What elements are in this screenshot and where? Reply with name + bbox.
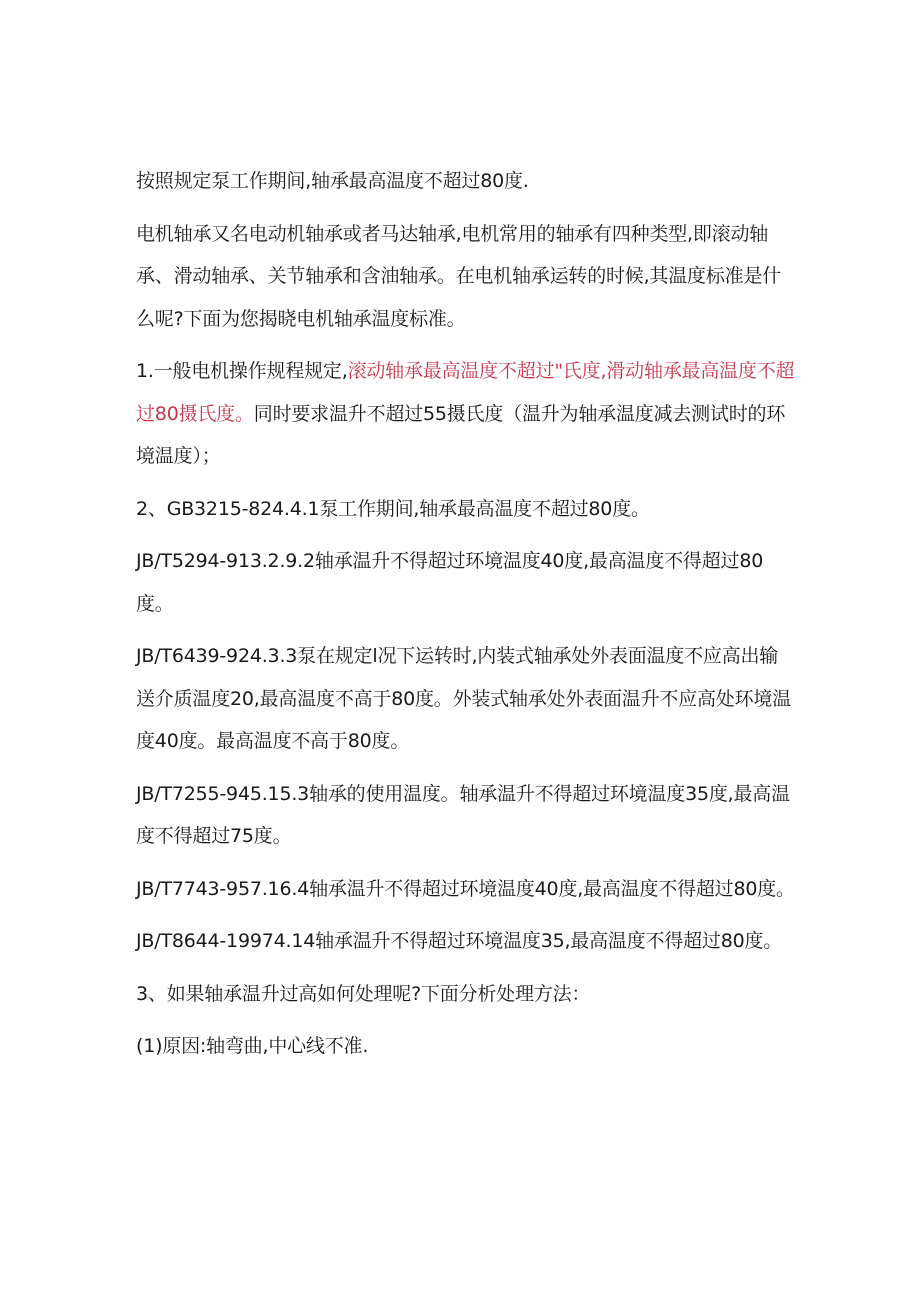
paragraph-handling-heading: 3、如果轴承温升过高如何处理呢?下面分析处理方法： bbox=[136, 982, 591, 1005]
operating-rules-highlight: 滚动轴承最高温度不超过"氏度,滑动轴承最高温度不超过80摄氏度。 bbox=[136, 360, 795, 425]
paragraph-jbt5294: JB/T5294-913.2.9.2轴承温升不得超过环境温度40度,最高温度不得超过80度。 bbox=[136, 550, 764, 615]
paragraph-cause-1: (1)原因:轴弯曲,中心线不准. bbox=[136, 1035, 369, 1057]
paragraph-motor-bearing-intro: 电机轴承又名电动机轴承或者马达轴承,电机常用的轴承有四种类型,即滚动轴承、滑动轴承、关节轴承和含油轴承。在电机轴承运转的时候,其温度标准是什么呢?下面为您揭晓电机轴承温度标准。 bbox=[136, 222, 782, 330]
paragraph-jbt7255: JB/T7255-945.15.3轴承的使用温度。轴承温升不得超过环境温度35度,最高温度不得超过75度。 bbox=[136, 782, 790, 847]
paragraph-jbt6439: JB/T6439-924.3.3泵在规定l况下运转时,内装式轴承处外表面温度不应高出输送介质温度20,最高温度不高于80度。外装式轴承处外表面温升不应高处环境温度40度。最高温度不高于80度。 bbox=[136, 645, 791, 752]
paragraph-gb3215: 2、GB3215-824.4.1泵工作期间,轴承最高温度不超过80度。 bbox=[136, 497, 650, 520]
operating-rules-suffix: 同时要求温升不超过55摄氏度（温升为轴承温度减去测试时的环境温度）； bbox=[136, 402, 786, 467]
paragraph-pump-rule: 按照规定泵工作期间,轴承最高温度不超过80度. bbox=[136, 170, 529, 192]
document-body bbox=[136, 160, 796, 1078]
paragraph-jbt7743: JB/T7743-957.16.4轴承温升不得超过环境温度40度,最高温度不得超过80度。 bbox=[136, 877, 795, 900]
operating-rules-prefix: 1.一般电机操作规程规定, bbox=[136, 360, 348, 382]
paragraph-jbt8644: JB/T8644-19974.14轴承温升不得超过环境温度35,最高温度不得超过80度。 bbox=[136, 930, 783, 952]
paragraph-operating-rules bbox=[136, 350, 796, 478]
